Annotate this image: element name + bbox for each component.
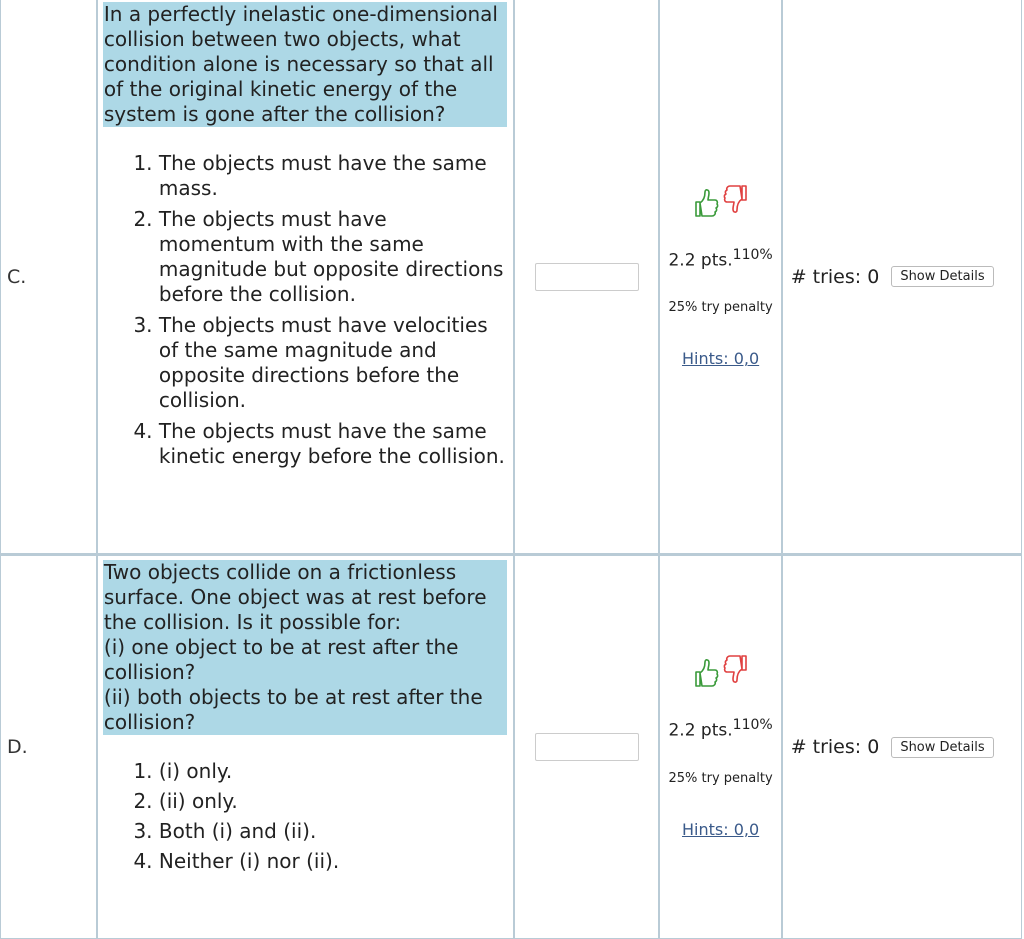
option-item: 3. The objects must have velocities of the same magnitude and opposite directions before the collision. (159, 313, 507, 413)
option-item: 1. The objects must have the same mass. (159, 151, 507, 201)
points-text: 2.2 pts. (668, 250, 733, 271)
thumbs-down-icon[interactable] (723, 185, 749, 219)
option-item: 4. Neither (i) nor (ii). (159, 849, 507, 874)
thumbs-down-icon[interactable] (723, 655, 749, 689)
try-penalty: 25% try penalty (668, 300, 773, 316)
points-value (660, 717, 780, 741)
show-details-button[interactable]: Show Details (891, 737, 993, 758)
question-label: C. (0, 0, 97, 554)
try-penalty: 25% try penalty (668, 770, 773, 786)
question-text (103, 2, 507, 127)
question-line: (ii) both objects to be at rest after the collision? (103, 685, 483, 734)
question-cell (97, 0, 514, 554)
show-details-button[interactable]: Show Details (891, 266, 993, 287)
thumbs-up-icon[interactable] (693, 657, 719, 687)
tries-count: # tries: 0 (790, 265, 880, 288)
answer-input[interactable] (535, 263, 639, 291)
option-item: 1. (i) only. (159, 759, 507, 784)
tries-count: # tries: 0 (790, 736, 880, 758)
answer-cell (514, 554, 659, 939)
answer-cell (514, 0, 659, 554)
answer-input[interactable] (535, 733, 639, 761)
points-cell (659, 0, 781, 554)
hints-link[interactable]: Hints: 0,0 (682, 349, 760, 369)
option-item: 2. (ii) only. (159, 789, 507, 814)
points-cell (659, 554, 781, 939)
percent-text: 110% (732, 246, 773, 263)
options-list (103, 151, 507, 469)
question-line: (i) one object to be at rest after the collision? (103, 635, 459, 684)
question-cell (97, 554, 514, 939)
option-item: 4. The objects must have the same kinetic energy before the collision. (159, 419, 507, 469)
feedback-icons (693, 655, 749, 689)
tries-cell (782, 554, 1022, 939)
option-item: 3. Both (i) and (ii). (159, 819, 507, 844)
question-line: In a perfectly inelastic one-dimensional collision between two objects, what condition alone is necessary so that all of the original kinetic energy of the system is gone after the collision? (103, 2, 498, 126)
question-label: D. (0, 554, 97, 939)
points-value (660, 247, 780, 271)
question-line: Two objects collide on a frictionless surface. One object was at rest before the collision. Is it possible for: (103, 560, 487, 634)
tries-cell (782, 0, 1022, 554)
options-list (103, 759, 507, 874)
question-row-d (0, 554, 1022, 939)
hints-link[interactable]: Hints: 0,0 (682, 819, 760, 839)
thumbs-up-icon[interactable] (693, 187, 719, 217)
feedback-icons (693, 185, 749, 219)
option-item: 2. The objects must have momentum with the same magnitude but opposite directions before the collision. (159, 207, 507, 307)
question-text (103, 560, 507, 735)
points-text: 2.2 pts. (668, 720, 733, 741)
percent-text: 110% (732, 717, 773, 734)
